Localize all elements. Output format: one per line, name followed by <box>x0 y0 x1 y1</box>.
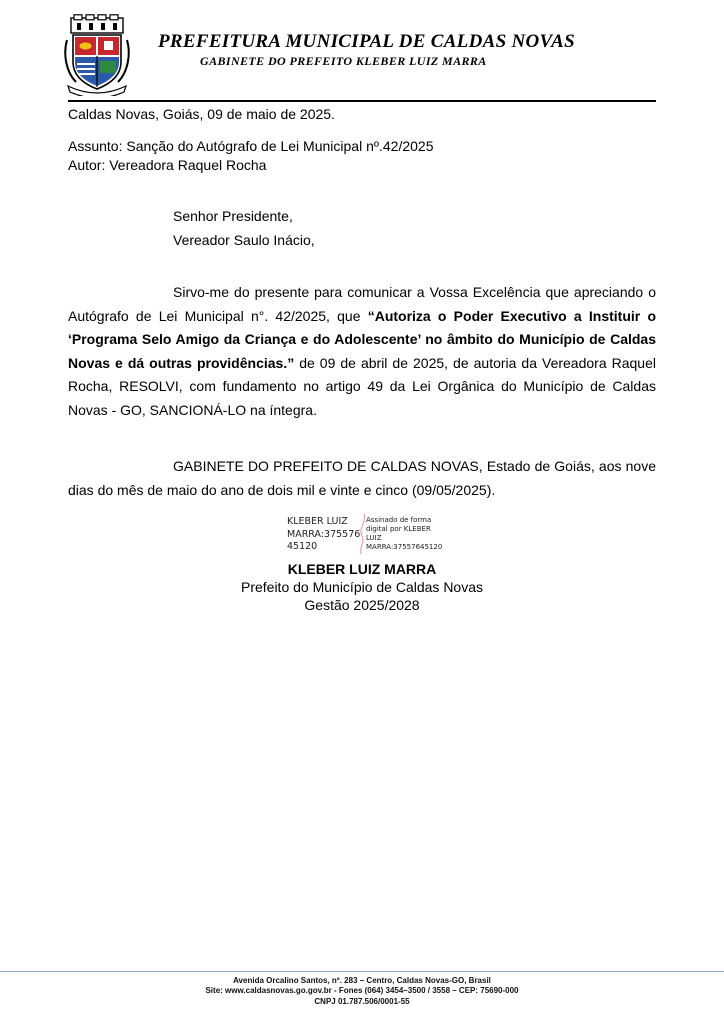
salutation-name: Vereador Saulo Inácio, <box>173 232 315 248</box>
body-paragraph-1 <box>68 281 656 422</box>
digital-signature-info <box>366 516 442 552</box>
footer-contacts: Site: www.caldasnovas.go.gov.br - Fones (064) 3454–3500 / 3558 – CEP: 75690-000 <box>205 986 519 995</box>
header-divider <box>68 100 656 102</box>
place-date: Caldas Novas, Goiás, 09 de maio de 2025. <box>68 106 335 122</box>
body-paragraph-2-text: GABINETE DO PREFEITO DE CALDAS NOVAS, Estado de Goiás, aos nove dias do mês de maio do ano de dois mil e vinte e cinco (09/05/2025). <box>68 458 656 498</box>
sig-info-line: MARRA:37557645120 <box>366 543 443 551</box>
body-paragraph-1-text-a: Sirvo-me do presente para comunicar a Vossa Excelência que apreciando o Autógrafo de Lei Municipal n°. 42/2025, que <box>68 284 656 324</box>
digital-signature-name <box>287 516 360 554</box>
signatory-term: Gestão 2025/2028 <box>304 597 420 613</box>
author-line: Autor: Vereadora Raquel Rocha <box>68 157 267 173</box>
header-title: PREFEITURA MUNICIPAL DE CALDAS NOVAS <box>158 31 575 52</box>
footer-cnpj: CNPJ 01.787.506/0001-55 <box>314 997 410 1006</box>
subject-line: Assunto: Sanção do Autógrafo de Lei Municipal nº.42/2025 <box>68 138 434 154</box>
signatory-role: Prefeito do Município de Caldas Novas <box>240 579 484 595</box>
sig-info-line: digital por KLEBER <box>366 525 431 533</box>
sig-name-line: 45120 <box>287 541 318 552</box>
body-paragraph-2 <box>68 455 656 502</box>
sig-name-line: KLEBER LUIZ <box>287 516 348 527</box>
footer-divider <box>0 971 724 972</box>
municipal-coat-of-arms-icon <box>64 14 130 96</box>
salutation-title: Senhor Presidente, <box>173 208 293 224</box>
sig-name-line: MARRA:375576 <box>287 528 361 540</box>
footer-address: Avenida Orcalino Santos, nº. 283 – Centro, Caldas Novas-GO, Brasil <box>233 976 491 985</box>
header-subtitle: GABINETE DO PREFEITO KLEBER LUIZ MARRA <box>200 54 487 68</box>
sig-info-line: Assinado de forma <box>366 516 432 524</box>
body-paragraph-1-text-b: de 09 de abril de 2025, de autoria da Vereadora Raquel Rocha, RESOLVI, com fundamento no artigo 49 da Lei Orgânica do Município de Caldas Novas - GO, SANCIONÁ-LO na íntegra. <box>68 354 656 418</box>
sig-info-line: LUIZ <box>366 534 382 542</box>
signatory-name: KLEBER LUIZ MARRA <box>287 561 437 577</box>
law-title-bold: “Autoriza o Poder Executivo a Instituir o ‘Programa Selo Amigo da Criança e do Adolescente’ no âmbito do Município de Caldas Novas e dá outras providências.” <box>68 307 656 371</box>
